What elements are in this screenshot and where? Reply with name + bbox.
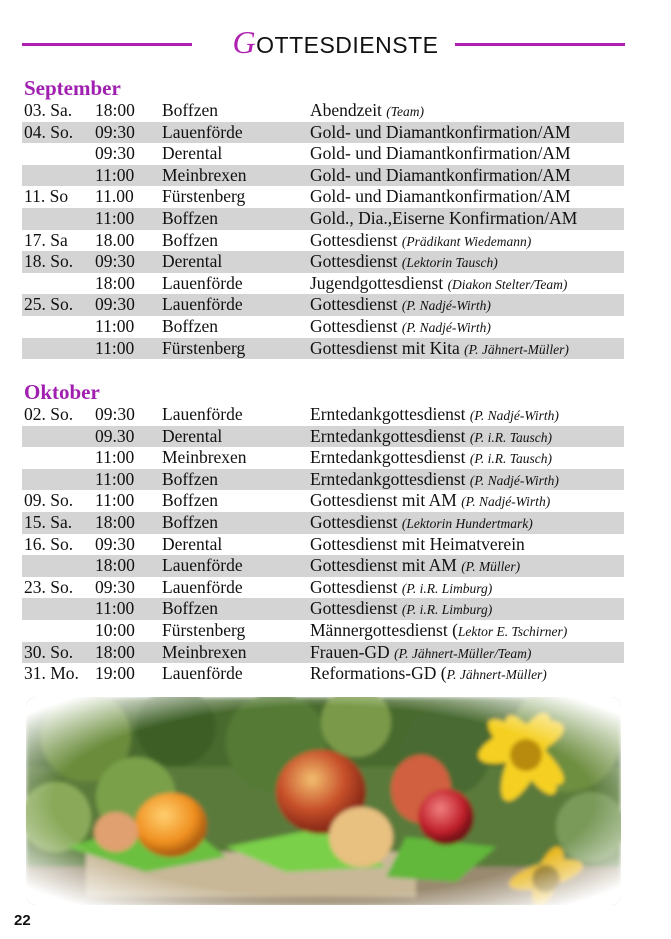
service-time: 11:00: [95, 337, 135, 358]
service-title: Gold- und Diamantkonfirmation/AM: [310, 121, 571, 142]
title-rest: OTTESDIENSTE: [256, 32, 439, 58]
service-date: 30. So.: [24, 641, 74, 662]
service-time: 18:00: [95, 511, 135, 532]
service-time: 09:30: [95, 404, 135, 424]
service-time: 09:30: [95, 533, 135, 554]
service-time: 09:30: [95, 576, 135, 597]
service-title: Erntedankgottesdienst: [310, 404, 470, 424]
service-location: Boffzen: [162, 207, 219, 228]
service-time: 18:00: [95, 555, 135, 576]
schedule-table-oktober: [22, 404, 624, 685]
service-officiant: (P. i.R. Limburg): [401, 602, 493, 618]
service-date: 15. Sa.: [24, 511, 73, 532]
service-location: Meinbrexen: [162, 641, 247, 662]
service-location: Lauenförde: [162, 663, 243, 684]
service-time: 18.00: [95, 229, 135, 250]
service-description: [310, 273, 567, 296]
service-description: [310, 663, 547, 686]
service-title: Gottesdienst: [310, 511, 402, 532]
service-description: [310, 122, 571, 145]
service-description: [310, 469, 559, 492]
service-title: Frauen-GD: [310, 641, 395, 662]
service-time: 11:00: [95, 315, 135, 336]
service-officiant: (Lektorin Hundertmark): [401, 515, 533, 531]
service-officiant: (P. Nadjé-Wirth): [461, 494, 551, 510]
schedule-row: [22, 663, 624, 685]
service-officiant: (Team): [386, 104, 425, 119]
service-officiant: Lektor E. Tschirner): [457, 623, 568, 639]
service-officiant: (P. Nadjé-Wirth): [469, 472, 559, 488]
service-title: Gold., Dia.,Eiserne Konfirmation/AM: [310, 207, 578, 228]
service-title: Abendzeit: [310, 100, 387, 120]
service-description: [310, 404, 559, 427]
service-date: 17. Sa: [24, 229, 68, 250]
service-description: [310, 642, 531, 665]
service-time: 11.00: [95, 186, 134, 207]
service-title: Gottesdienst: [310, 315, 402, 336]
service-title: Gottesdienst mit Heimatverein: [310, 533, 525, 554]
service-description: [310, 143, 571, 166]
service-time: 11:00: [95, 490, 135, 511]
service-description: [310, 490, 550, 513]
service-location: Fürstenberg: [162, 619, 246, 640]
service-officiant: (P. Jähnert-Müller/Team): [394, 645, 532, 661]
schedule-row: [22, 294, 624, 316]
service-location: Fürstenberg: [162, 186, 246, 207]
service-time: 09:30: [95, 294, 135, 315]
service-description: [310, 620, 567, 643]
schedule-table-september: [22, 100, 624, 359]
service-time: 18:00: [95, 272, 135, 293]
service-time: 10:00: [95, 619, 135, 640]
service-officiant: (P. Nadjé-Wirth): [401, 319, 491, 335]
service-location: Boffzen: [162, 490, 219, 511]
service-location: Meinbrexen: [162, 447, 247, 468]
schedule-row: [22, 490, 624, 512]
service-date: 03. Sa.: [24, 100, 73, 120]
schedule-row: [22, 143, 624, 165]
service-location: Boffzen: [162, 468, 219, 489]
service-location: Lauenförde: [162, 272, 243, 293]
service-description: [310, 186, 571, 209]
schedule-row: [22, 230, 624, 252]
service-time: 09:30: [95, 251, 135, 272]
service-description: [310, 230, 531, 253]
service-date: 04. So.: [24, 121, 74, 142]
service-title: Erntedankgottesdienst: [310, 447, 470, 468]
service-location: Boffzen: [162, 100, 219, 120]
service-location: Boffzen: [162, 511, 219, 532]
schedule-row: [22, 165, 624, 187]
schedule-row: [22, 404, 624, 426]
service-location: Lauenförde: [162, 555, 243, 576]
service-title: Gold- und Diamantkonfirmation/AM: [310, 143, 571, 164]
schedule-row: [22, 555, 624, 577]
header-rule-right: [455, 43, 625, 46]
schedule-row: [22, 534, 624, 556]
service-title: Gottesdienst mit AM: [310, 555, 462, 576]
service-time: 11:00: [95, 598, 135, 619]
service-description: [310, 426, 552, 449]
month-heading-september: September: [24, 76, 121, 100]
service-description: [310, 577, 492, 600]
service-description: [310, 316, 491, 339]
schedule-row: [22, 620, 624, 642]
service-title: Gottesdienst: [310, 598, 402, 619]
service-title: Gold- und Diamantkonfirmation/AM: [310, 186, 571, 207]
service-title: Reformations-GD (: [310, 663, 447, 684]
schedule-row: [22, 512, 624, 534]
service-location: Fürstenberg: [162, 337, 246, 358]
service-location: Boffzen: [162, 315, 219, 336]
service-time: 11:00: [95, 447, 135, 468]
service-title: Erntedankgottesdienst: [310, 425, 470, 446]
schedule-row: [22, 208, 624, 230]
service-officiant: (P. i.R. Limburg): [401, 580, 493, 596]
service-date: 18. So.: [24, 251, 74, 272]
schedule-row: [22, 577, 624, 599]
service-title: Gottesdienst: [310, 251, 402, 272]
service-description: [310, 555, 520, 578]
month-heading-oktober: Oktober: [24, 380, 100, 404]
service-time: 19:00: [95, 663, 135, 684]
service-officiant: (P. i.R. Tausch): [469, 429, 553, 445]
service-location: Lauenförde: [162, 121, 243, 142]
page-header: [0, 22, 671, 62]
service-date: 31. Mo.: [24, 663, 79, 684]
service-date: 16. So.: [24, 533, 74, 554]
service-time: 09:30: [95, 143, 135, 164]
service-title: Gottesdienst: [310, 229, 402, 250]
service-location: Derental: [162, 251, 223, 272]
service-title: Jugendgottesdienst: [310, 272, 448, 293]
service-officiant: P. Jähnert-Müller): [446, 667, 547, 683]
schedule-row: [22, 100, 624, 122]
service-officiant: (P. Jähnert-Müller): [464, 341, 569, 357]
service-title: Gold- und Diamantkonfirmation/AM: [310, 164, 571, 185]
service-date: 11. So: [24, 186, 69, 207]
service-officiant: (P. Nadjé-Wirth): [401, 298, 491, 314]
service-description: [310, 100, 424, 123]
service-time: 18:00: [95, 100, 135, 120]
page-number: 22: [14, 912, 31, 929]
schedule-row: [22, 338, 624, 360]
service-time: 18:00: [95, 641, 135, 662]
service-officiant: (Diakon Stelter/Team): [447, 276, 568, 292]
service-date: 23. So.: [24, 576, 74, 597]
service-location: Meinbrexen: [162, 164, 247, 185]
service-officiant: (Lektorin Tausch): [401, 255, 498, 271]
service-time: 11:00: [95, 468, 135, 489]
service-date: 02. So.: [24, 404, 74, 424]
schedule-row: [22, 316, 624, 338]
service-description: [310, 447, 552, 470]
schedule-row: [22, 122, 624, 144]
service-location: Boffzen: [162, 598, 219, 619]
service-title: Erntedankgottesdienst: [310, 468, 470, 489]
service-description: [310, 512, 533, 535]
service-time: 11:00: [95, 164, 135, 185]
service-title: Gottesdienst: [310, 576, 402, 597]
schedule-row: [22, 469, 624, 491]
harvest-photo: [26, 697, 621, 905]
service-description: [310, 598, 492, 621]
schedule-row: [22, 251, 624, 273]
schedule-row: [22, 447, 624, 469]
service-officiant: (Prädikant Wiedemann): [401, 233, 532, 249]
service-title: Gottesdienst mit Kita: [310, 337, 465, 358]
service-location: Lauenförde: [162, 294, 243, 315]
service-officiant: (P. Nadjé-Wirth): [469, 408, 559, 423]
service-time: 09:30: [95, 121, 135, 142]
service-description: [310, 165, 571, 188]
service-description: [310, 208, 577, 231]
service-location: Lauenförde: [162, 576, 243, 597]
service-title: Gottesdienst mit AM: [310, 490, 462, 511]
service-date: 09. So.: [24, 490, 74, 511]
schedule-row: [22, 186, 624, 208]
service-officiant: (P. i.R. Tausch): [469, 451, 553, 467]
service-officiant: (P. Müller): [461, 559, 521, 575]
service-location: Derental: [162, 143, 223, 164]
service-description: [310, 338, 569, 361]
service-location: Derental: [162, 425, 223, 446]
service-title: Gottesdienst: [310, 294, 402, 315]
title-initial: G: [232, 24, 257, 60]
service-date: 25. So.: [24, 294, 74, 315]
service-location: Derental: [162, 533, 223, 554]
schedule-row: [22, 598, 624, 620]
service-description: [310, 294, 491, 317]
service-time: 09.30: [95, 425, 135, 446]
schedule-row: [22, 273, 624, 295]
service-location: Boffzen: [162, 229, 219, 250]
harvest-illustration: [26, 697, 621, 905]
service-description: [310, 534, 525, 557]
schedule-row: [22, 426, 624, 448]
service-time: 11:00: [95, 207, 135, 228]
service-location: Lauenförde: [162, 404, 243, 424]
schedule-row: [22, 642, 624, 664]
service-description: [310, 251, 498, 274]
service-title: Männergottesdienst (: [310, 619, 458, 640]
